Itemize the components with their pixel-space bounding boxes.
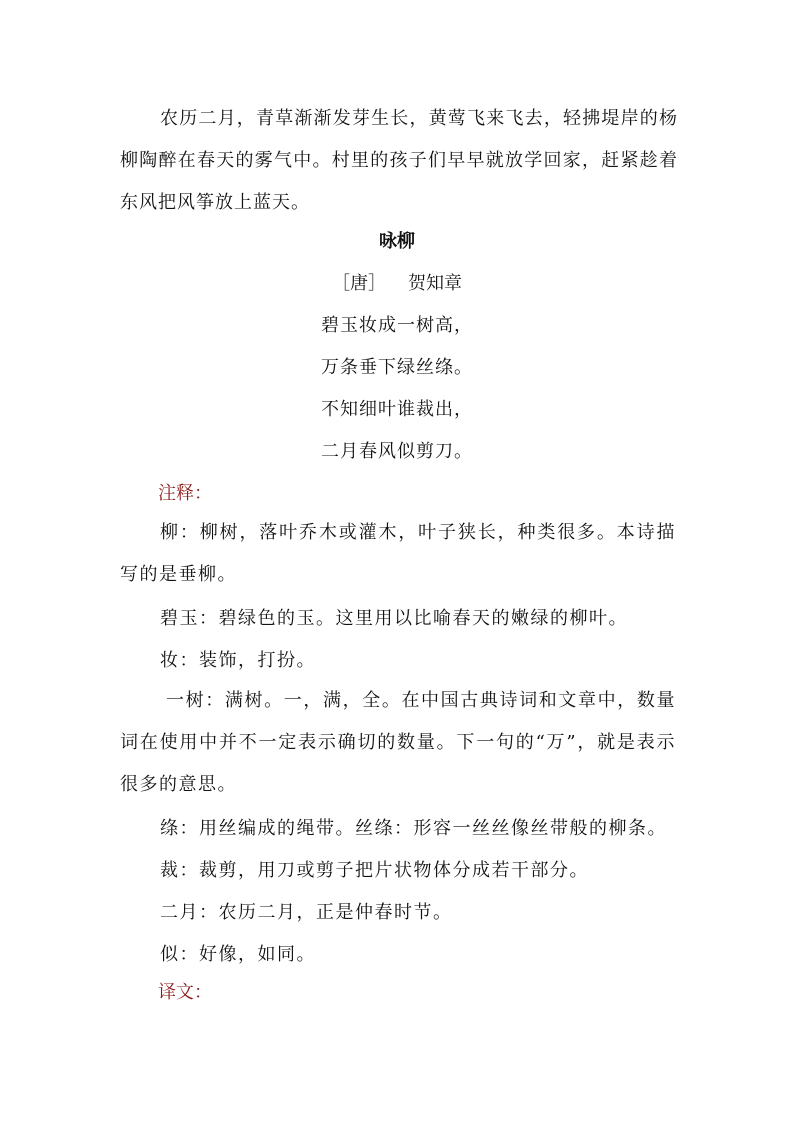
intro-paragraph: 农历二月，青草渐渐发芽生长，黄莺飞来飞去，轻拂堤岸的杨柳陶醉在春天的雾气中。村里的孩子们早早就放学回家，赶紧趁着东风把风筝放上蓝天。 (120, 108, 678, 213)
poem-line: 万条垂下绿丝绦。 (321, 357, 473, 378)
note-item: 二月：农历二月，正是仲春时节。 (160, 902, 453, 923)
note-item: 裁：裁剪，用刀或剪子把片状物体分成若干部分。 (160, 860, 589, 881)
poem-title: 咏柳 (379, 231, 415, 252)
poem-line: 不知细叶谁裁出， (321, 399, 473, 420)
translation-heading: 译文： (158, 982, 212, 1003)
poem-author: 贺知章 (408, 273, 462, 294)
poem-byline (0, 269, 794, 299)
poem-line: 二月春风似剪刀。 (321, 441, 473, 462)
note-item: 似：好像，如同。 (160, 944, 316, 965)
note-item: 碧玉：碧绿色的玉。这里用以比喻春天的嫩绿的柳叶。 (160, 608, 628, 629)
poem-dynasty: ［唐］ (332, 273, 386, 294)
note-item: 一树：满树。一，满，全。在中国古典诗词和文章中，数量词在使用中并不一定表示确切的数量。下一句的“万”，就是表示很多的意思。 (120, 690, 676, 795)
note-item: 柳：柳树，落叶乔木或灌木，叶子狭长，种类很多。本诗描写的是垂柳。 (120, 522, 676, 585)
poem-line: 碧玉妆成一树高， (321, 315, 473, 336)
note-item: 妆：装饰，打扮。 (160, 650, 316, 671)
notes-heading: 注释： (158, 483, 212, 504)
note-item: 绦：用丝编成的绳带。丝绦：形容一丝丝像丝带般的柳条。 (160, 818, 667, 839)
